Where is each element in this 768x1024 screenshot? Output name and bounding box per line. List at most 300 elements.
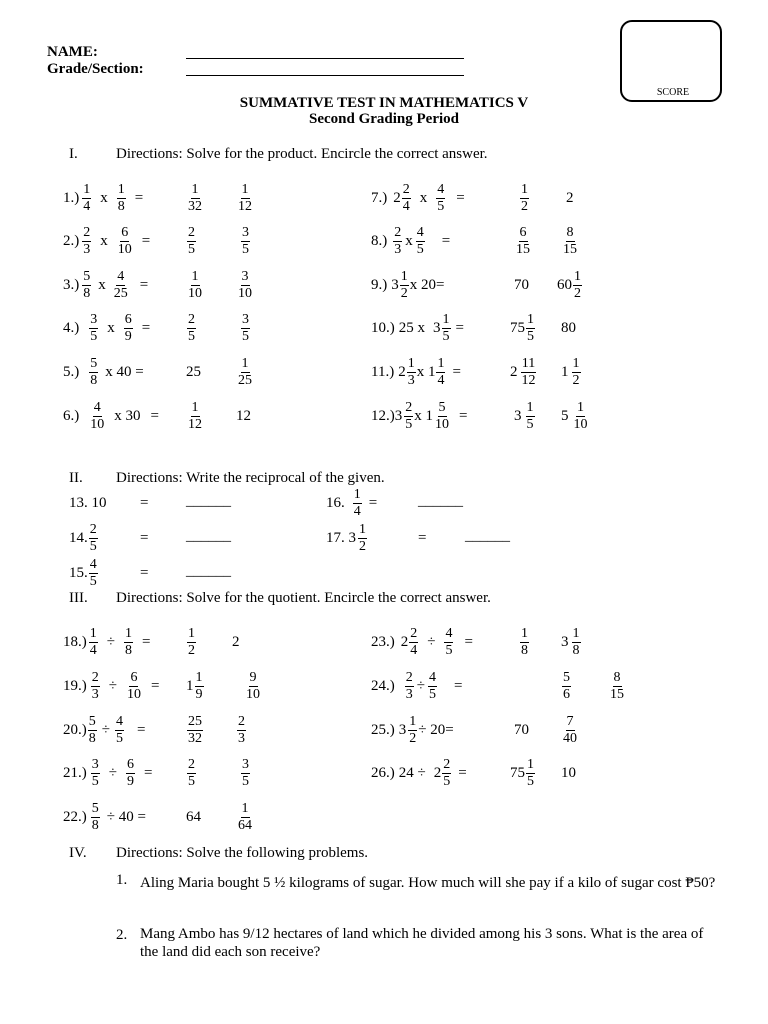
- numerator: 2: [188, 756, 195, 772]
- denominator: 5: [526, 416, 534, 432]
- math-text: 2: [400, 633, 409, 650]
- denominator: 8: [90, 372, 98, 388]
- numerator: 1: [353, 486, 361, 502]
- question-number: 11.): [371, 363, 395, 380]
- math-text: 22.): [63, 808, 87, 825]
- denominator: 9: [124, 328, 132, 344]
- fraction: [573, 401, 589, 432]
- numerator: 1: [400, 268, 408, 284]
- math-text: =: [150, 407, 159, 424]
- numerator: 2: [238, 713, 245, 729]
- numerator: 1: [572, 625, 580, 641]
- numerator: 5: [83, 268, 91, 284]
- answer-choice[interactable]: [510, 352, 538, 392]
- answer-choice[interactable]: [557, 265, 583, 305]
- fraction: [115, 715, 124, 746]
- equals-sign: =: [140, 529, 149, 546]
- numerator: 6: [519, 224, 527, 240]
- math-text: =: [453, 677, 463, 694]
- fraction: [562, 671, 571, 702]
- math-text: 3: [391, 276, 399, 293]
- problem-2-text: Mang Ambo has 9/12 hectares of land which he divided among his 3 sons. What is the area of the land did each son receive?: [140, 926, 704, 960]
- test-title: SUMMATIVE TEST IN MATHEMATICS V: [239, 95, 529, 111]
- numerator: 6: [126, 756, 134, 772]
- answer-choice[interactable]: [240, 753, 251, 793]
- numerator: 6: [121, 224, 129, 240]
- fraction: [187, 226, 196, 257]
- denominator: 10: [246, 686, 260, 702]
- fraction: [442, 313, 451, 344]
- fraction: [89, 401, 105, 432]
- math-text: 24.): [371, 677, 395, 694]
- denominator: 9: [195, 686, 203, 702]
- problem-1-number: 1.: [116, 872, 128, 888]
- denominator: 12: [238, 198, 252, 214]
- denominator: 5: [437, 198, 445, 214]
- math-text: =: [458, 764, 467, 781]
- answer-choice[interactable]: [236, 797, 254, 837]
- denominator: 5: [115, 730, 123, 746]
- question-number: 3.): [63, 276, 80, 293]
- numerator: 1: [241, 355, 249, 371]
- numerator: 11: [521, 355, 536, 371]
- math-text: 75: [510, 319, 525, 336]
- math-text: 25 x: [398, 319, 425, 336]
- question-26: [371, 753, 467, 793]
- math-text: 18.): [63, 633, 87, 650]
- numerator: 1: [521, 181, 528, 197]
- question-21: [63, 753, 152, 793]
- section-4-directions: Directions: Solve the following problems.: [116, 845, 369, 861]
- answer-choice[interactable]: [561, 710, 579, 750]
- math-text: =: [141, 232, 151, 249]
- denominator: 10: [126, 686, 141, 702]
- denominator: 2: [521, 198, 528, 214]
- question-1: [63, 178, 143, 218]
- question-9: [371, 265, 444, 305]
- math-text: 3: [394, 407, 403, 424]
- numerator: 4: [93, 399, 101, 415]
- fraction: [402, 183, 411, 214]
- fraction: [124, 313, 133, 344]
- question-24: [371, 666, 462, 706]
- fraction: [117, 226, 133, 257]
- fraction: [409, 627, 418, 658]
- math-text: x: [98, 276, 106, 293]
- answer-choice[interactable]: [186, 710, 204, 750]
- numerator: 2: [394, 224, 402, 240]
- denominator: 4: [353, 503, 361, 519]
- question-17: [326, 518, 368, 558]
- math-text: ÷ 40 =: [106, 808, 146, 825]
- fraction: [89, 523, 98, 554]
- math-text: 3: [398, 721, 407, 738]
- numerator: 1: [409, 713, 417, 729]
- denominator: 32: [188, 198, 202, 214]
- answer-choice[interactable]: 12: [236, 407, 251, 424]
- fraction: [82, 183, 91, 214]
- numerator: 8: [613, 669, 621, 685]
- fraction: [520, 183, 529, 214]
- math-text: =: [456, 189, 465, 206]
- denominator: 25: [113, 285, 128, 301]
- math-text: =: [464, 633, 473, 650]
- fraction: [82, 226, 91, 257]
- numerator: 3: [241, 268, 249, 284]
- fraction: [405, 671, 414, 702]
- fraction: [91, 758, 100, 789]
- denominator: 2: [400, 285, 408, 301]
- fraction: [237, 183, 253, 214]
- numerator: 1: [437, 355, 445, 371]
- numerator: 4: [117, 268, 125, 284]
- numerator: 1: [526, 399, 534, 415]
- math-text: 21.): [63, 764, 87, 781]
- question-8: [371, 221, 450, 261]
- answer-choice[interactable]: [510, 753, 536, 793]
- math-text: 2: [398, 363, 406, 380]
- question-2: [63, 221, 150, 261]
- math-text: 3: [561, 633, 569, 650]
- denominator: 2: [572, 372, 580, 388]
- question-18: [63, 622, 150, 662]
- answer-blank[interactable]: ______: [186, 562, 231, 579]
- math-text: =: [141, 633, 151, 650]
- numerator: 1: [241, 800, 249, 816]
- answer-choice[interactable]: [561, 221, 579, 261]
- math-text: x 1: [414, 407, 433, 424]
- numerator: 3: [242, 311, 249, 327]
- denominator: 3: [83, 241, 91, 257]
- math-text: 24 ÷: [398, 764, 426, 781]
- answer-choice[interactable]: [186, 666, 205, 706]
- numerator: 2: [91, 669, 99, 685]
- test-subtitle: Second Grading Period: [308, 111, 459, 127]
- math-text: =: [455, 319, 464, 336]
- numerator: 3: [242, 756, 249, 772]
- denominator: 12: [521, 372, 536, 388]
- denominator: 5: [242, 328, 249, 344]
- equals-sign: =: [134, 189, 144, 206]
- math-text: 5: [561, 407, 569, 424]
- numerator: 1: [442, 311, 450, 327]
- denominator: 5: [90, 328, 98, 344]
- answer-choice[interactable]: [186, 622, 197, 662]
- fraction: [195, 671, 204, 702]
- numerator: 4: [437, 181, 445, 197]
- numerator: 1: [89, 625, 97, 641]
- fraction: [572, 357, 581, 388]
- answer-choice[interactable]: [561, 622, 582, 662]
- answer-choice[interactable]: [514, 221, 532, 261]
- question-20: [63, 710, 145, 750]
- fraction: [187, 758, 196, 789]
- problem-1-text: Aling Maria bought 5 ½ kilograms of sugar. How much will she pay if a kilo of sugar cost ₱50?: [140, 875, 716, 891]
- fraction: [526, 313, 535, 344]
- section-2-numeral: II.: [69, 470, 83, 486]
- answer-choice[interactable]: 2: [566, 189, 574, 206]
- fraction: [124, 627, 133, 658]
- numerator: 1: [124, 625, 132, 641]
- fraction: [241, 313, 250, 344]
- math-text: 19.): [63, 677, 87, 694]
- fraction: [520, 627, 529, 658]
- fraction: [91, 802, 100, 833]
- numerator: 9: [249, 669, 257, 685]
- numerator: 1: [188, 625, 195, 641]
- math-text: x: [100, 232, 108, 249]
- numerator: 25: [188, 713, 202, 729]
- denominator: 5: [445, 642, 453, 658]
- answer-choice[interactable]: [519, 178, 530, 218]
- answer-choice[interactable]: 70: [514, 721, 529, 738]
- numerator: 3: [242, 224, 249, 240]
- math-text: x: [405, 232, 413, 249]
- answer-choice[interactable]: 64: [186, 808, 201, 825]
- question-11: [371, 352, 461, 392]
- denominator: 2: [188, 642, 195, 658]
- math-text: 1: [186, 677, 194, 694]
- equals-sign: =: [140, 564, 149, 581]
- answer-blank[interactable]: ______: [186, 492, 231, 509]
- numerator: 5: [88, 713, 96, 729]
- answer-choice[interactable]: [561, 396, 590, 436]
- name-blank-line[interactable]: [186, 58, 464, 59]
- math-text: 26.): [371, 764, 395, 781]
- denominator: 4: [83, 198, 91, 214]
- denominator: 3: [238, 730, 245, 746]
- math-text: 3: [433, 319, 441, 336]
- math-text: ÷: [427, 633, 436, 650]
- denominator: 10: [90, 416, 105, 432]
- answer-choice[interactable]: [186, 178, 204, 218]
- denominator: 2: [359, 538, 366, 554]
- answer-choice[interactable]: 80: [561, 319, 576, 336]
- question-25: [371, 710, 454, 750]
- numerator: 7: [566, 713, 574, 729]
- denominator: 8: [521, 642, 528, 658]
- question-4: [63, 308, 150, 348]
- numerator: 1: [117, 181, 125, 197]
- math-text: x: [107, 319, 115, 336]
- denominator: 15: [610, 686, 624, 702]
- numerator: 2: [405, 399, 413, 415]
- numerator: 1: [241, 181, 249, 197]
- answer-choice[interactable]: [510, 308, 536, 348]
- numerator: 4: [445, 625, 453, 641]
- denominator: 2: [409, 730, 417, 746]
- answer-choice[interactable]: [240, 221, 251, 261]
- math-text: ÷: [108, 677, 117, 694]
- fraction: [187, 313, 196, 344]
- denominator: 3: [394, 241, 402, 257]
- math-text: 2: [510, 363, 518, 380]
- answer-choice[interactable]: [236, 178, 254, 218]
- math-text: x: [419, 189, 428, 206]
- fraction: [407, 357, 416, 388]
- denominator: 64: [238, 817, 252, 833]
- math-text: ÷: [416, 677, 425, 694]
- question-15: [69, 553, 99, 593]
- math-text: ÷ 20=: [418, 721, 454, 738]
- score-label: SCORE: [656, 87, 690, 98]
- denominator: 3: [91, 686, 99, 702]
- fraction: [358, 523, 367, 554]
- numerator: 6: [130, 669, 138, 685]
- numerator: 2: [443, 756, 451, 772]
- answer-blank[interactable]: ______: [465, 527, 510, 544]
- answer-choice[interactable]: 25: [186, 363, 201, 380]
- fraction: [442, 758, 451, 789]
- question-22: [63, 797, 146, 837]
- numerator: 3: [90, 311, 98, 327]
- answer-choice[interactable]: [236, 352, 254, 392]
- math-text: =: [459, 407, 468, 424]
- fraction: [237, 802, 253, 833]
- answer-choice[interactable]: [561, 666, 572, 706]
- denominator: 5: [242, 773, 249, 789]
- fraction: [515, 226, 531, 257]
- answer-choice[interactable]: [186, 221, 197, 261]
- math-text: 16.: [326, 494, 345, 511]
- fraction: [562, 226, 578, 257]
- fraction: [187, 183, 203, 214]
- fraction: [436, 183, 445, 214]
- numerator: 1: [407, 355, 415, 371]
- math-text: 13. 10: [69, 494, 107, 511]
- question-number: 6.): [63, 407, 80, 424]
- numerator: 5: [563, 669, 570, 685]
- math-text: =: [452, 363, 461, 380]
- section-1-numeral: I.: [69, 146, 78, 162]
- section-3-numeral: III.: [69, 590, 88, 606]
- fraction: [428, 671, 437, 702]
- answer-choice[interactable]: [519, 622, 530, 662]
- math-text: ÷: [108, 764, 117, 781]
- math-text: =: [139, 276, 149, 293]
- answer-blank[interactable]: ______: [186, 527, 231, 544]
- answer-choice[interactable]: [186, 308, 197, 348]
- denominator: 5: [89, 573, 97, 589]
- name-label: NAME:: [47, 44, 98, 60]
- answer-choice[interactable]: 10: [561, 764, 576, 781]
- question-number: 2.): [63, 232, 80, 249]
- denominator: 8: [572, 642, 580, 658]
- answer-choice[interactable]: 70: [514, 276, 529, 293]
- section-3-directions: Directions: Solve for the quotient. Encircle the correct answer.: [116, 590, 491, 606]
- answer-choice[interactable]: [608, 666, 626, 706]
- fraction: [353, 488, 362, 519]
- question-number: 8.): [371, 232, 388, 249]
- math-text: =: [441, 232, 451, 249]
- fraction: [237, 715, 246, 746]
- fraction: [241, 758, 250, 789]
- answer-choice[interactable]: [244, 666, 262, 706]
- question-number: 9.): [371, 276, 388, 293]
- times-sign: x: [100, 189, 108, 206]
- fraction: [117, 183, 126, 214]
- denominator: 15: [516, 241, 530, 257]
- denominator: 40: [563, 730, 577, 746]
- answer-choice[interactable]: [186, 265, 204, 305]
- numerator: 8: [566, 224, 574, 240]
- math-text: x 20=: [409, 276, 445, 293]
- grade-section-blank-line[interactable]: [186, 75, 464, 76]
- fraction: [444, 627, 453, 658]
- answer-choice[interactable]: [186, 753, 197, 793]
- fraction: [237, 357, 253, 388]
- answer-blank[interactable]: ______: [418, 492, 463, 509]
- numerator: 1: [191, 268, 199, 284]
- denominator: 5: [527, 773, 534, 789]
- denominator: 5: [527, 328, 534, 344]
- math-text: 25.): [371, 721, 395, 738]
- answer-choice[interactable]: 2: [232, 633, 240, 650]
- fraction: [526, 401, 535, 432]
- fraction: [609, 671, 625, 702]
- question-14: [69, 518, 99, 558]
- denominator: 8: [88, 730, 96, 746]
- answer-choice[interactable]: [561, 352, 582, 392]
- answer-choice[interactable]: [186, 396, 204, 436]
- denominator: 5: [428, 686, 436, 702]
- numerator: 4: [115, 713, 123, 729]
- math-text: =: [141, 319, 151, 336]
- numerator: 1: [574, 268, 581, 284]
- question-number: 5.): [63, 363, 80, 380]
- section-1-directions: Directions: Solve for the product. Encircle the correct answer.: [116, 146, 488, 162]
- math-text: 2: [433, 764, 442, 781]
- question-7: [371, 178, 465, 218]
- numerator: 2: [89, 521, 97, 537]
- math-text: 2: [393, 189, 401, 206]
- denominator: 32: [188, 730, 202, 746]
- answer-choice[interactable]: [236, 265, 254, 305]
- question-number: 1.): [63, 189, 80, 206]
- fraction: [113, 270, 129, 301]
- numerator: 1: [359, 521, 366, 537]
- denominator: 5: [242, 241, 249, 257]
- answer-choice[interactable]: [236, 710, 247, 750]
- denominator: 5: [91, 773, 99, 789]
- fraction: [245, 671, 261, 702]
- denominator: 4: [89, 642, 97, 658]
- question-number: 7.): [371, 189, 388, 206]
- numerator: 1: [527, 756, 534, 772]
- fraction: [404, 401, 413, 432]
- answer-choice[interactable]: [240, 308, 251, 348]
- fraction: [393, 226, 402, 257]
- numerator: 4: [428, 669, 436, 685]
- answer-choice[interactable]: [514, 396, 536, 436]
- fraction: [126, 671, 142, 702]
- math-text: 14.: [69, 529, 88, 546]
- question-5: [63, 352, 144, 392]
- numerator: 5: [91, 800, 99, 816]
- math-text: 15.: [69, 564, 88, 581]
- math-text: 23.): [371, 633, 395, 650]
- math-text: x 30: [114, 407, 141, 424]
- fraction: [89, 357, 98, 388]
- numerator: 1: [191, 181, 199, 197]
- section-4-numeral: IV.: [69, 845, 87, 861]
- numerator: 1: [577, 399, 584, 415]
- fraction: [562, 715, 578, 746]
- grade-section-label: Grade/Section:: [47, 61, 144, 77]
- math-text: =: [150, 677, 160, 694]
- question-23: [371, 622, 473, 662]
- denominator: 5: [89, 538, 97, 554]
